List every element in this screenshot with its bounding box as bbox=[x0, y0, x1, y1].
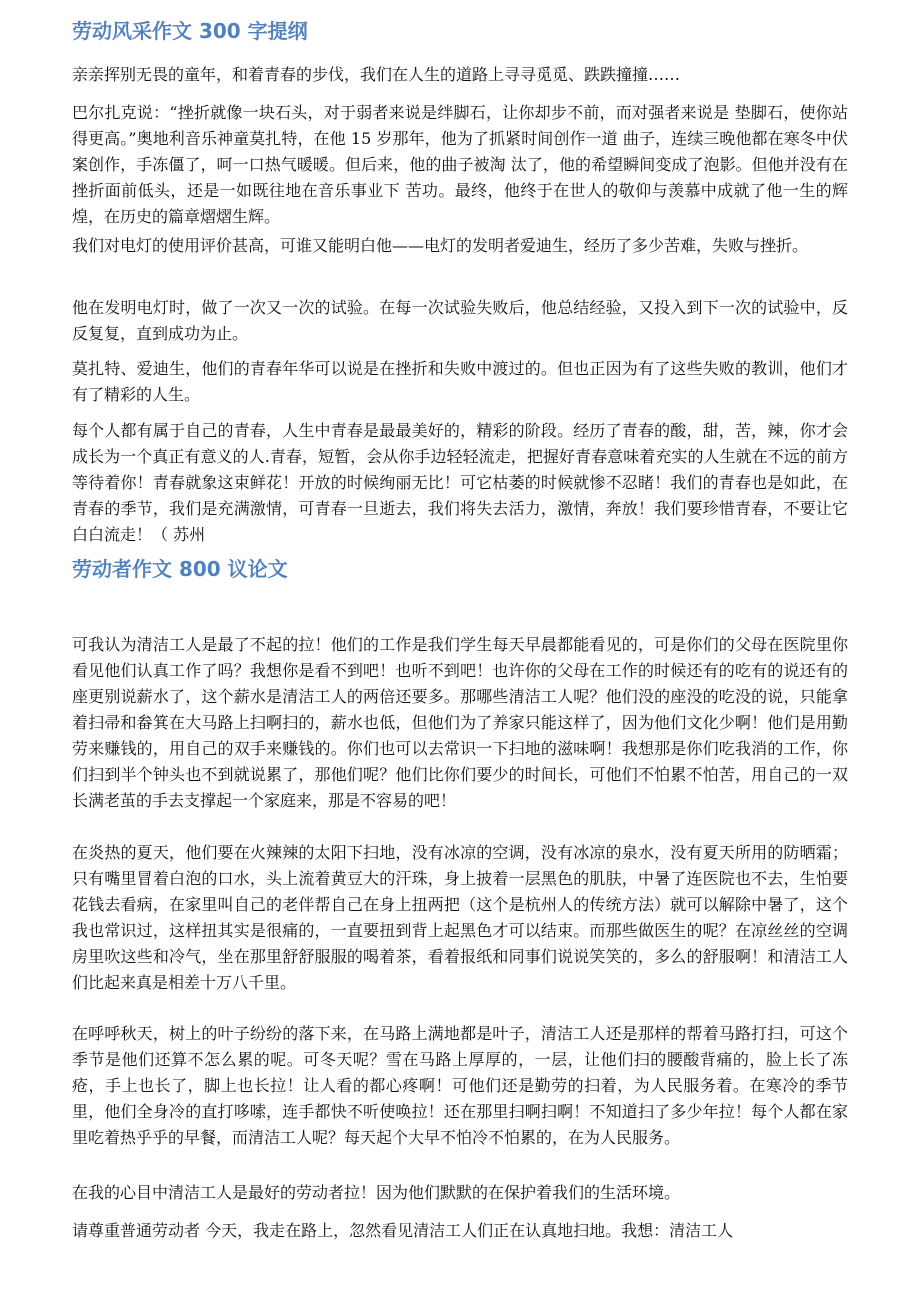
section2-heading: 劳动者作文 800 议论文 bbox=[72, 557, 288, 581]
section1-paragraph-3: 我们对电灯的使用评价甚高，可谁又能明白他——电灯的发明者爱迪生，经历了多少苦难，失败与挫折。 bbox=[72, 236, 809, 255]
section1-paragraph-4: 他在发明电灯时，做了一次又一次的试验。在每一次试验失败后，他总结经验，又投入到下一次的试验中，反反复复，直到成功为止。 bbox=[72, 298, 848, 343]
section2-paragraph-5: 请尊重普通劳动者 今天，我走在路上，忽然看见清洁工人们正在认真地扫地。我想：清洁工人 bbox=[72, 1221, 734, 1240]
section2-paragraph-1: 可我认为清洁工人是最了不起的拉！他们的工作是我们学生每天早晨都能看见的，可是你们的父母在医院里你看见他们认真工作了吗？我想你是看不到吧！也听不到吧！也许你的父母在工作的时候还有的吃有的说还有的座更别说薪水了，这个薪水是清洁工人的两倍还要多。那哪些清洁工人呢？他们没的座没的吃没的说，只能拿着扫帚和畚箕在大马路上扫啊扫的，薪水也低，但他们为了养家只能这样了，因为他们文化少啊！他们是用勤劳来赚钱的，用自己的双手来赚钱的。你们也可以去常识一下扫地的滋味啊！我想那是你们吃我消的工作，你们扫到半个钟头也不到就说累了，那他们呢？他们比你们要少的时间长，可他们不怕累不怕苦，用自己的一双长满老茧的手去支撑起一个家庭来，那是不容易的吧！ bbox=[72, 635, 848, 810]
section1-paragraph-5: 莫扎特、爱迪生，他们的青春年华可以说是在挫折和失败中渡过的。但也正因为有了这些失败的教训，他们才有了精彩的人生。 bbox=[72, 359, 848, 404]
section1-paragraph-1: 亲亲挥别无畏的童年，和着青春的步伐，我们在人生的道路上寻寻觅觅、跌跌撞撞…… bbox=[72, 65, 681, 84]
section2-paragraph-3: 在呼呼秋天，树上的叶子纷纷的落下来，在马路上满地都是叶子，清洁工人还是那样的帮着马路打扫，可这个季节是他们还算不怎么累的呢。可冬天呢？雪在马路上厚厚的，一层，让他们扫的腰酸背痛的，脸上长了冻疮，手上也长了，脚上也长拉！让人看的都心疼啊！可他们还是勤劳的扫着，为人民服务着。在寒冷的季节里，他们全身冷的直打哆嗦，连手都快不听使唤拉！还在那里扫啊扫啊！不知道扫了多少年拉！每个人都在家里吃着热乎乎的早餐，而清洁工人呢？每天起个大早不怕冷不怕累的，在为人民服务。 bbox=[72, 1024, 848, 1147]
section1-paragraph-6: 每个人都有属于自己的青春，人生中青春是最最美好的，精彩的阶段。经历了青春的酸，甜，苦，辣，你才会成长为一个真正有意义的人.青春，短暂，会从你手边轻轻流走，把握好青春意味着充实的人生就在不远的前方等待着你！青春就象这束鲜花！开放的时候绚丽无比！可它枯萎的时候就惨不忍睹！我们的青春也是如此，在青春的季节，我们是充满激情，可青春一旦逝去，我们将失去活力，激情，奔放！我们要珍惜青春，不要让它白白流走！（ 苏州 bbox=[72, 421, 848, 544]
section1-heading: 劳动风采作文 300 字提纲 bbox=[72, 19, 308, 43]
section2-paragraph-2: 在炎热的夏天，他们要在火辣辣的太阳下扫地，没有冰凉的空调，没有冰凉的泉水，没有夏天所用的防晒霜；只有嘴里冒着白泡的口水，头上流着黄豆大的汗珠，身上披着一层黑色的肌肤，中暑了连医院也不去，生怕要花钱去看病，在家里叫自己的老伴帮自己在身上扭两把（这个是杭州人的传统方法）就可以解除中暑了，这个我也常识过，这样扭其实是很痛的，一直要扭到背上起黑色才可以结束。而那些做医生的呢？在凉丝丝的空调房里吹这些和冷气，坐在那里舒舒服服的喝着茶，看着报纸和同事们说说笑笑的，多么的舒服啊！和清洁工人们比起来真是相差十万八千里。 bbox=[72, 843, 848, 992]
section1-paragraph-2: 巴尔扎克说：“挫折就像一块石头，对于弱者来说是绊脚石，让你却步不前，而对强者来说是 垫脚石，使你站得更高。”奥地利音乐神童莫扎特，在他 15 岁那年，他为了抓紧时间创作一道 曲子，连续三晚他都在寒冬中伏案创作，手冻僵了，呵一口热气暖暖。但后来，他的曲子被淘 汰了，他的希望瞬间变成了泡影。但他并没有在挫折面前低头，还是一如既往地在音乐事业下 苦功。最终，他终于在世人的敬仰与羡慕中成就了他一生的辉煌，在历史的篇章熠熠生辉。 bbox=[72, 103, 848, 226]
section2-paragraph-4: 在我的心目中清洁工人是最好的劳动者拉！因为他们默默的在保护着我们的生活环境。 bbox=[72, 1183, 681, 1202]
